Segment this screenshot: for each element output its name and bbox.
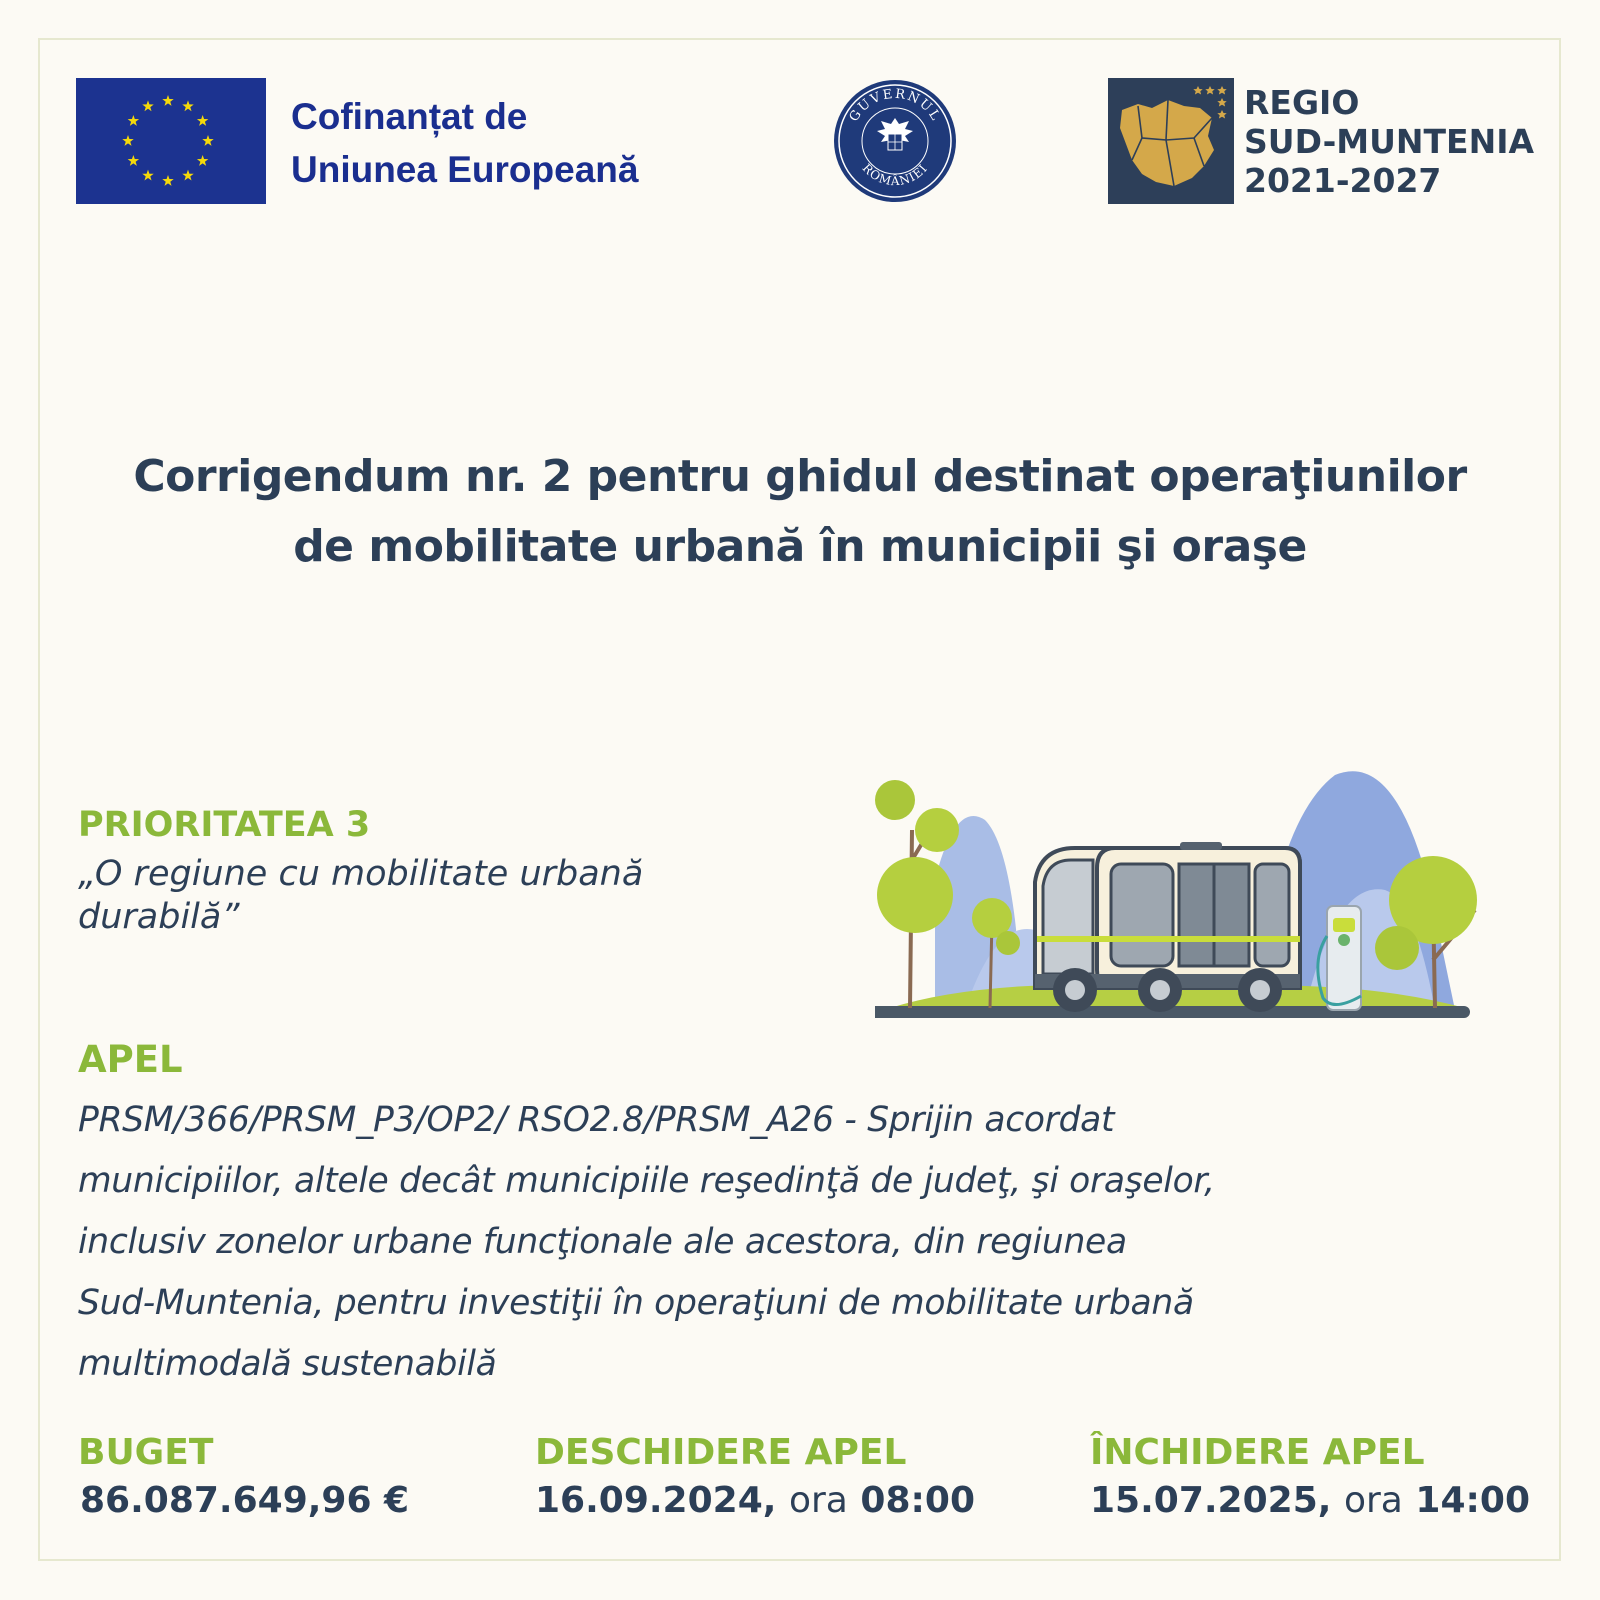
regio-line-3: 2021-2027 [1244,161,1442,200]
opening-time: 08:00 [860,1480,975,1521]
call-line: multimodală sustenabilă [78,1344,497,1384]
regio-text [1244,83,1534,200]
call-label: APEL [78,1038,183,1081]
budget-label: BUGET [78,1432,214,1473]
svg-text:GUVERNUL: GUVERNUL [846,86,944,125]
eu-line-1: Cofinanțat de [291,96,528,137]
bus [1035,842,1300,1012]
regio-map-logo-icon [1108,78,1234,204]
title-line-1: Corrigendum nr. 2 pentru ghidul destinat operaţiunilor [133,451,1467,502]
closing-label: ÎNCHIDERE APEL [1090,1432,1425,1473]
priority-text [78,853,758,939]
call-line: municipiilor, altele decât municipiile reşedinţă de judeţ, şi oraşelor, [78,1161,1215,1201]
electric-bus-illustration [875,760,1515,1050]
budget-value: 86.087.649,96 € [80,1480,410,1521]
priority-line-2: durabilă” [78,897,240,937]
priority-line-1: „O regiune cu mobilitate urbană [78,854,644,894]
call-line: inclusiv zonelor urbane funcţionale ale acestora, din regiunea [78,1222,1127,1262]
title-line-2: de mobilitate urbană în municipii şi oraşe [293,521,1307,572]
opening-value [535,1480,975,1521]
page-title [40,442,1560,582]
opening-ora: ora [788,1480,848,1521]
opening-date: 16.09.2024, [535,1480,777,1521]
call-line: PRSM/366/PRSM_P3/OP2/ RSO2.8/PRSM_A26 - Sprijin acordat [78,1100,1115,1140]
government-seal-icon [832,78,958,204]
regio-line-1: REGIO [1244,83,1360,122]
regio-line-2: SUD-MUNTENIA [1244,122,1535,161]
closing-date: 15.07.2025, [1090,1480,1332,1521]
closing-ora: ora [1343,1480,1403,1521]
closing-value [1090,1480,1530,1521]
closing-time: 14:00 [1415,1480,1530,1521]
eu-line-2: Uniunea Europeană [291,149,639,190]
eu-flag-icon [76,78,266,204]
opening-label: DESCHIDERE APEL [535,1432,907,1473]
svg-text:ROMÂNIEI: ROMÂNIEI [859,160,931,189]
priority-label: PRIORITATEA 3 [78,805,371,845]
eu-cofinancing-text [291,90,638,196]
call-description [78,1090,1538,1395]
call-line: Sud-Muntenia, pentru investiţii în operaţiuni de mobilitate urbană [78,1283,1194,1323]
